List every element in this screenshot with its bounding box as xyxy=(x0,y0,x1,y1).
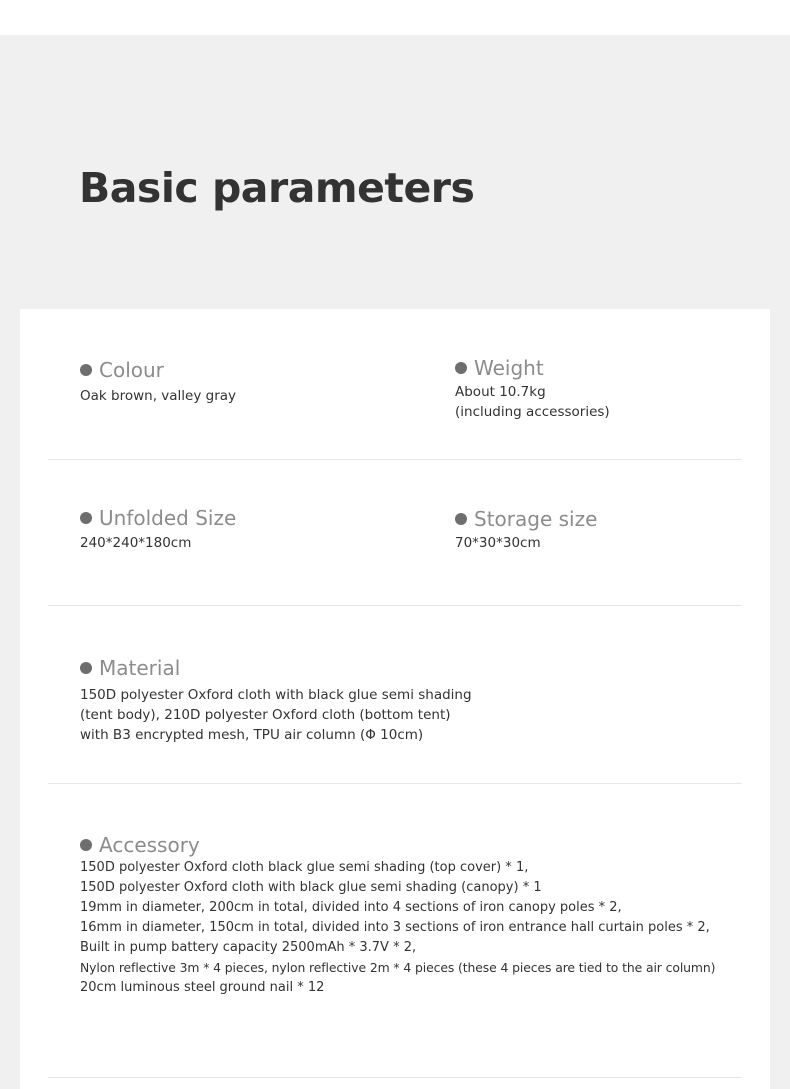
param-storage-size xyxy=(455,507,597,553)
bullet-dot-icon xyxy=(455,362,467,374)
param-colour-label: Colour xyxy=(99,358,164,382)
divider xyxy=(48,783,742,784)
param-material-value xyxy=(80,685,472,745)
param-colour-header xyxy=(80,358,236,382)
bullet-dot-icon xyxy=(80,512,92,524)
param-storage-size-header xyxy=(455,507,597,531)
param-colour xyxy=(80,358,236,406)
value-line: with B3 encrypted mesh, TPU air column (Φ 10cm) xyxy=(80,727,424,743)
value-line: 150D polyester Oxford cloth black glue semi shading (top cover) * 1, xyxy=(80,860,529,875)
value-line: 70*30*30cm xyxy=(455,535,541,551)
param-unfolded-size-label: Unfolded Size xyxy=(99,506,237,530)
value-line: Oak brown, valley gray xyxy=(80,388,237,404)
param-unfolded-size-header xyxy=(80,506,236,530)
value-line: 20cm luminous steel ground nail * 12 xyxy=(80,980,325,995)
value-line: (including accessories) xyxy=(455,404,610,420)
page-title: Basic parameters xyxy=(79,164,475,212)
param-accessory-value xyxy=(80,858,715,998)
divider xyxy=(48,1077,742,1078)
param-weight-header xyxy=(455,356,610,380)
param-weight-label: Weight xyxy=(474,356,544,380)
bullet-dot-icon xyxy=(80,662,92,674)
value-line: Nylon reflective 3m * 4 pieces, nylon reflective 2m * 4 pieces (these 4 pieces are tied to the air column) xyxy=(80,960,716,975)
value-line: About 10.7kg xyxy=(455,384,546,400)
value-line: 240*240*180cm xyxy=(80,535,192,551)
bullet-dot-icon xyxy=(455,513,467,525)
param-unfolded-size xyxy=(80,506,236,553)
value-line: (tent body), 210D polyester Oxford cloth (bottom tent) xyxy=(80,707,451,723)
value-line: Built in pump battery capacity 2500mAh * 3.7V * 2, xyxy=(80,940,417,955)
param-accessory xyxy=(80,833,715,998)
param-material-label: Material xyxy=(99,656,181,680)
bullet-dot-icon xyxy=(80,364,92,376)
param-weight-value xyxy=(455,382,610,422)
top-strip xyxy=(0,0,790,35)
param-storage-size-label: Storage size xyxy=(474,507,598,531)
param-accessory-label: Accessory xyxy=(99,833,200,857)
value-line: 19mm in diameter, 200cm in total, divided into 4 sections of iron canopy poles * 2, xyxy=(80,900,622,915)
param-material xyxy=(80,656,472,745)
param-weight xyxy=(455,356,610,422)
bullet-dot-icon xyxy=(80,839,92,851)
divider xyxy=(48,605,742,606)
value-line: 16mm in diameter, 150cm in total, divided into 3 sections of iron entrance hall curtain poles * 2, xyxy=(80,920,710,935)
param-storage-size-value xyxy=(455,533,597,553)
param-colour-value xyxy=(80,386,236,406)
value-line: 150D polyester Oxford cloth with black glue semi shading (canopy) * 1 xyxy=(80,880,542,895)
param-accessory-header xyxy=(80,833,715,857)
value-line: 150D polyester Oxford cloth with black glue semi shading xyxy=(80,687,472,703)
divider xyxy=(48,459,742,460)
param-unfolded-size-value xyxy=(80,533,236,553)
param-material-header xyxy=(80,656,472,680)
